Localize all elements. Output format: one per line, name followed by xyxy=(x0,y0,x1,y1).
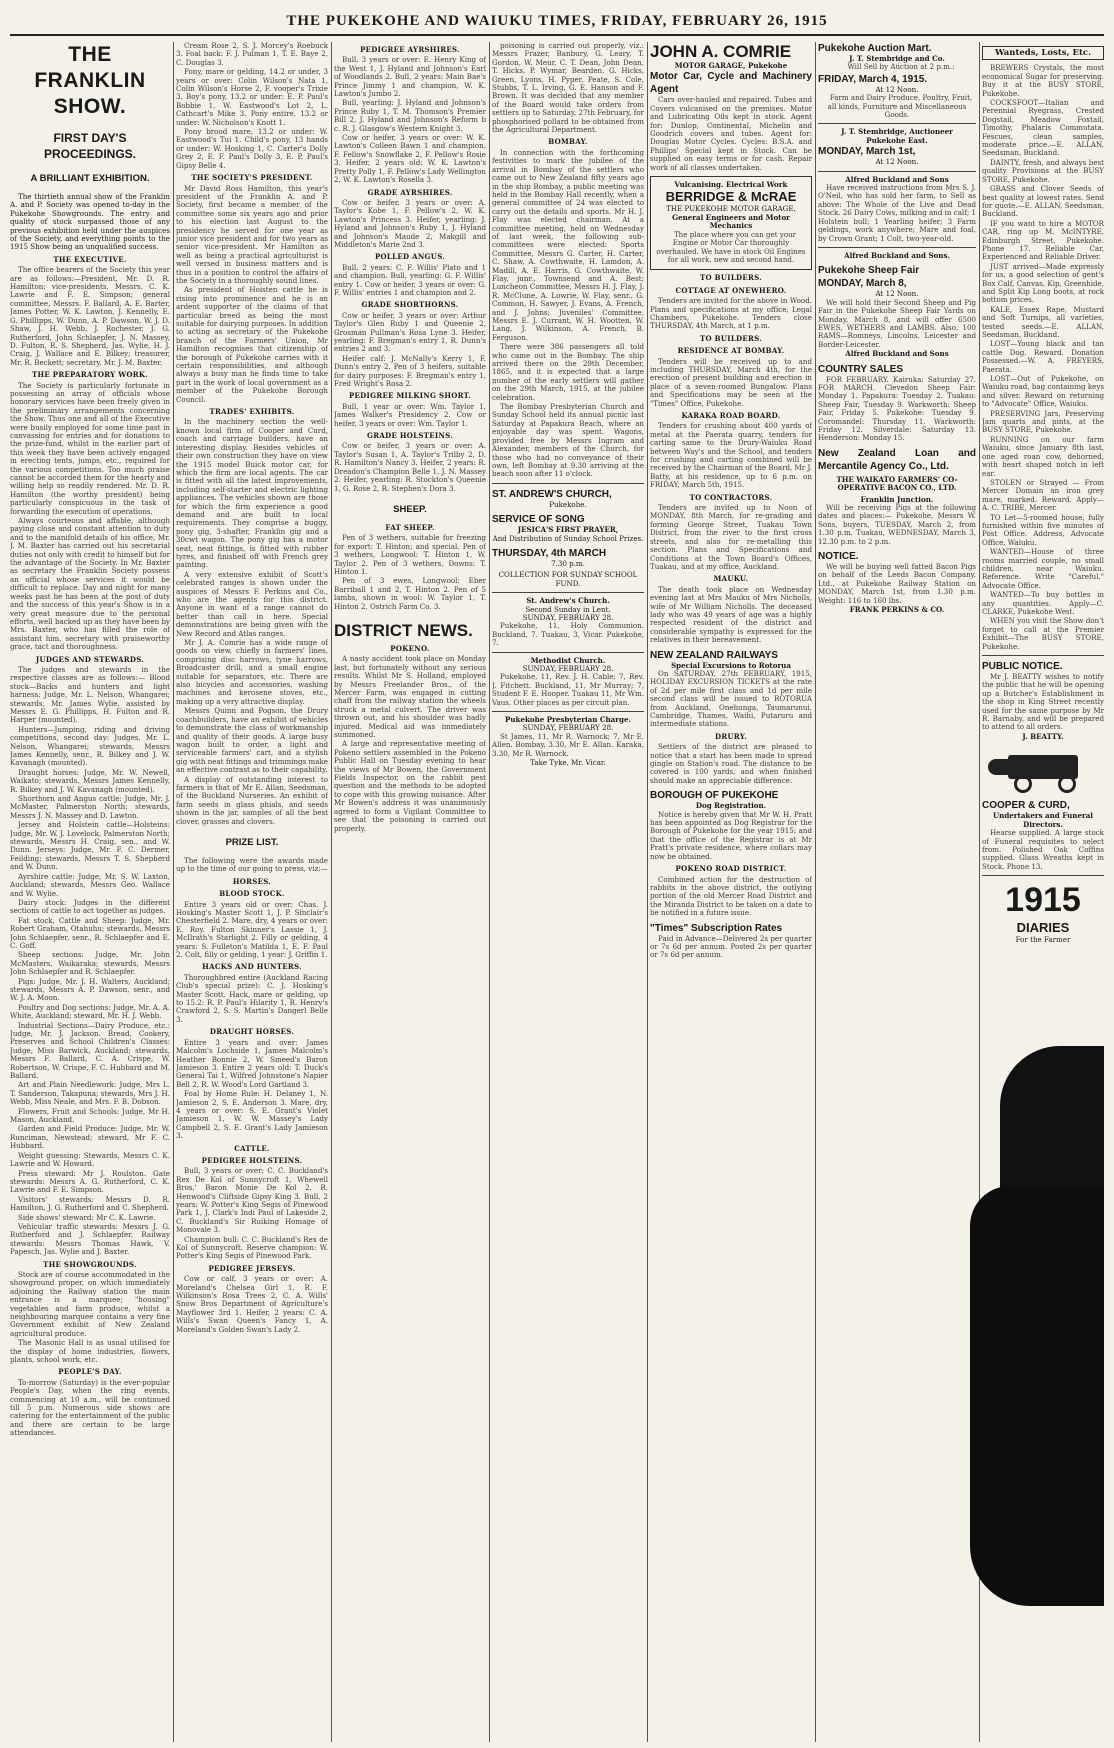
body-text: Sheep sections: Judge, Mr. John McMasters, Waikaraka; stewards, Messrs John Schlaepfer and R. Schlaepfer. xyxy=(10,950,170,977)
auction-mart-heading: Pukekohe Auction Mart. xyxy=(818,43,932,54)
waikato-farmers: THE WAIKATO FARMERS' CO-OPERATIVE BACON CO., LTD. xyxy=(836,474,958,493)
body-text: Tenders are invited for the above in Wood. Plans and specifications at my office, Legal Chambers, Pukekohe. Tenders close THURSDAY, 4th March, at 1 p.m. xyxy=(650,296,812,331)
body-text: COCKSFOOT—Italian and Perennial Ryegrass, Crested Dogstail, Meadow Foxtail, Timothy, Phalaris Commutata. Fescues, clean samples, moderate price.—E. ALLAN, Seedsman, Buckland. xyxy=(982,98,1104,158)
body-text: Cars over-hauled and repaired. Tubes and Covers vulcanised on the premises. Motor and Lubricating Oils kept in stock. Agent for: Dunlop, Continental, Michelin and Goodrich covers and tubes. Agent for: Douglas Motor Cycles. Cycles: B.S.A. and Phillips' Special kept in Stock. Can be supplied on easy terms or for cash. Repair work of all classes undertaken. xyxy=(650,95,812,172)
body-text: Tenders for crushing about 400 yards of metal at the Paerata quarry, tenders for carting same to the Drury-Waiuku Road between Way's and the School, and tenders for crushing and carting combined will be received by the Chairman of the Board, Mr J. Batty, at his residence, up to 6 p.m. on FRIDAY, March 5th, 1915. xyxy=(650,421,812,490)
body-text: WANTED—To buy bottles in any quantities. Apply—C. CLARKE, Pukekohe West. xyxy=(982,590,1104,616)
body-text: LOST—Young black and tan cattle Dog. Reward. Donation Possessed.—W. A. FREYERS, Paerata. xyxy=(982,339,1104,374)
collection-note: COLLECTION FOR SUNDAY SCHOOL FUND. xyxy=(498,570,638,588)
column-franklin-show xyxy=(10,42,170,1742)
body-text: Settlers of the district are pleased to notice that a start has been made to spread gingle on Station's road. The distance to be covered is 100 yards, and when finished should make an appreciable difference. xyxy=(650,742,812,785)
body-text: Tenders will be received up to and including THURSDAY, March 4th, for the erection of present building and erection in place of a seven-roomed Bungalow. Plans and Specifications may be seen at the "Times" Office, Pukekohe. xyxy=(650,356,812,408)
frank-perkins: FRANK PERKINS & CO. xyxy=(849,605,945,615)
body-text: The following were the awards made up to the time of our going to press, viz:— xyxy=(176,855,328,874)
contractors-heading: TO CONTRACTORS. xyxy=(689,492,773,502)
beatty-signoff: J. BEATTY. xyxy=(1022,731,1064,741)
body-text: Cow or calf, 3 years or over: A. Moreland's Chelsea Girl 1, R. F. Wilkinson's Rosa Trees 2, C. A. Wills' Snow Bros Department of Agriculture's Mayflower 3rd 1. Heifer, 2 years: C. A. Wills's Swan Queen's Fancy 1, A. Moreland's Golden Swan's Lady 2. xyxy=(176,1274,328,1334)
buckland-sons-1: Alfred Buckland and Sons xyxy=(845,174,949,184)
body-text: Thoroughbred entire (Auckland Racing Club's special prize): C. J. Hosking's Master Scott. Hack, mare or gelding, up to 15.2: R. P. Paul's Hilarity 1, R. Henry's Crawford 2, S. S. Martin's Dangerl Belle 3. xyxy=(176,972,328,1024)
franklin-junction: Franklin Junction. xyxy=(860,494,934,504)
body-text: Pony brood mare, 13.2 or under: W. Eastwood's Tui 1. Child's pony, 13 hands or under: W. Hosking 1, C. Carter's Dolly Grey 2, E. F. Paul's Dolly 3, E. P. Paul's Gipsy Belle 4. xyxy=(176,127,328,170)
section-bombay: BOMBAY. xyxy=(548,137,588,147)
section-grade-shorthorns: GRADE SHORTHORNS. xyxy=(361,300,459,310)
body-text: Cow or heifer, 3 years or over: Arthur Taylor's Glen Ruby 1 and Queenie 2, Grosman Pullman's Rosa Lyne 3. Heifer, yearling: F. Bregman's entry 1, R. Dunn's entries 2 and 3. xyxy=(334,310,486,354)
subscription-heading: "Times" Subscription Rates xyxy=(650,922,783,934)
borough-heading: BOROUGH OF PUKEKOHE xyxy=(650,790,779,802)
berridge-sub2: General Engineers and Motor Mechanics xyxy=(672,212,790,231)
builders-sub-2: RESIDENCE AT BOMBAY. xyxy=(677,346,785,356)
berridge-sub: THE PUKEKOHE MOTOR GARAGE, xyxy=(666,204,796,214)
body-text: Will Sell by Auction at 2 p.m.: xyxy=(847,62,955,72)
diaries-sub: For the Farmer xyxy=(1015,935,1071,945)
body-text: Champion bull: C. C. Buckland's Rex de Kol of Sunnycroft. Reserve champion: W. Potter's King Segis of Pinewood Park. xyxy=(176,1234,328,1261)
body-text: IF you want to hire a MOTOR CAR, ring up M. McINTYRE, Edinburgh Street, Pukekohe. Phone 17. Reliable Car, Experienced and Reliable Driver. xyxy=(982,218,1104,262)
comrie-name: JOHN A. COMRIE xyxy=(650,42,792,61)
body-text: Pen of 3 wethers, suitable for freezing for export: T. Hinton; and special. Pen of 3 wethers, Longwool: T. Hinton 1, W. Taylor 2. Pen of 3 wethers, Downs: T. Hinton 1. xyxy=(334,533,486,576)
east-place: Pukekohe East. xyxy=(866,135,928,145)
body-text: Mr J. BEATTY wishes to notify the public that he will be opening up a Butcher's Establishment in the shop in King Street recently used for the same purpose by Mr R. Barnaby, and will be prepared to attend to all orders. xyxy=(982,672,1104,732)
st-andrews-place: Pukekohe. xyxy=(549,499,587,509)
comrie-sub: MOTOR GARAGE, Pukekohe xyxy=(674,61,788,70)
body-text: Cream Rose 2, S. J. Morcey's Roebuck 3. Foal back: F. J. Pulman 1, T. E. Baye 2, C. Douglas 3. xyxy=(176,42,328,67)
section-trades: TRADES' EXHIBITS. xyxy=(209,407,295,417)
public-notice-heading: PUBLIC NOTICE. xyxy=(982,661,1063,673)
body-text: Press steward: Mr J. Roulston. Gate stewards: Messrs A. G. Rutherford, C. K. Lawrie and F. E. Simpson. xyxy=(10,1168,170,1195)
body-text: Fat stock, Cattle and Sheep: Judge, Mr. Robert Graham, Otahuhu; stewards, Messrs John Schlaepfer, senr., R. Schlaepfer and E. C. Goff. xyxy=(10,915,170,950)
column-district xyxy=(492,42,644,1742)
body-text: Notice is hereby given that Mr W. H. Pratt has been appointed as Dog Registrar for the Borough of Pukekohe for the year 1915; and that the office of the Registrar is at Mr Pratt's private residence, where collars may now be obtained. xyxy=(650,809,812,861)
body-text: The Society is particularly fortunate in possessing an array of officials whose honorary services have been freely given in the preliminary arrangements concerning the Show. Thus one and all of the Executive were busily employed for some time past in canvassing for entries and for donations to the prize-fund, whilst in the earlier part of this week they have been actively engaged in erecting tents, jumps, etc., required for the various competitions. Too much praise cannot be accorded them for the hearty and willing help so readily rendered. Mr. D. R. Hamilton (the worthy president) being particularly conspicuous in the task of forwarding the execution of operations. xyxy=(10,380,170,516)
mauku-heading: MAUKU. xyxy=(713,574,749,584)
body-text: We will be buying well fatted Bacon Pigs on behalf of the Leeds Bacon Company, Ltd., at Pukekohe Railway Station on MONDAY, March 1st, from 1.30 p.m. Weight: 116 to 160 lbs. xyxy=(818,562,976,605)
body-text: To-morrow (Saturday) is the ever-popular People's Day, when the ring events, commencing at 10 a.m., will be continued till 5 p.m. Numerous side shows are catering for the entertainment of the public and there are certain to be large attendances. xyxy=(10,1377,170,1438)
section-milking-short: PEDIGREE MILKING SHORT. xyxy=(348,391,472,401)
body-text: On SATURDAY, 27th FEBRUARY, 1915, HOLIDAY EXCURSION TICKETS at the rate of 2d per mile first class and 1d per mile second class will be issued to ROTORUA from Auckland, Onehunga, Taumarunui, Cambridge, Thames, Waihi, Putaruru and intermediate stations. xyxy=(650,668,812,729)
country-sales-heading: COUNTRY SALES xyxy=(818,363,904,375)
masthead-title: THE PUKEKOHE AND WAIUKU TIMES, FRIDAY, FEBRUARY 26, 1915 xyxy=(286,13,828,29)
presbyterian-signoff: Take Tyke, Mr. Vicar. xyxy=(530,758,606,768)
body-text: Tenders are invited up to Noon of MONDAY, 8th March, for re-grading and forming George Street, Tuakau Town District, from the river to the first cross streets, and also for re-metalling this section. Plans and Specifications and Conditions at the Town Board's Offices, Tuakau, and at my office, Auckland. xyxy=(650,503,812,571)
sheep-fair-date: MONDAY, March 8, xyxy=(818,278,907,290)
st-andrews-title: ST. ANDREW'S CHURCH, xyxy=(492,488,612,500)
builders-sub-1: COTTAGE AT ONEWHERO. xyxy=(675,285,787,295)
column-prize-list xyxy=(176,42,328,1742)
section-sheep: SHEEP. xyxy=(393,503,427,515)
body-text: Side shows' steward: Mr C. K. Lawrie. xyxy=(18,1212,156,1222)
body-text: RUNNING on our farm Waiuku, since January 8th last, one aged roan cow, dehorned, with heart shaped notch in left ear. xyxy=(982,434,1104,478)
body-text: The death took place on Wednesday evening last at Mrs Mauku of Mrs Nicholls, wife of Mr William Nicholls. The deceased lady who was 49 years of age was a highly respected resident of the district and considerable sympathy is expressed for the relatives in their bereavement. xyxy=(650,584,812,645)
body-text: FOR FEBRUARY. Kairuka: Saturday 27. FOR MARCH. Clevedon Sheep Fair: Monday 1. Papakura: Tuesday 2. Tuakau: Sheep Fair, Tuesday 9. Warkworth: Sheep Fair, Friday 5. Pukekohe: Tuesday 9. Coromandel: Thursday 11. Warkworth: Friday 12. Silverdale: Saturday 13. Henderson: Monday 15. xyxy=(818,374,976,443)
column-rule xyxy=(173,42,174,1742)
body-text: St James, 11, Mr R. Warnock; 7, Mr E. Allen. Bombay, 3.30, Mr E. Allan. Karaka, 3.30, Mr R. Warnock. xyxy=(492,731,644,758)
body-text: Pony, mare or gelding, 14.2 or under, 3 years or over: Colin Wilson's Nata 1, Colin Wilson's Horse 2, F. vooper's Trixie 3. Boy's pony, 13.2 or under: E. P. Paul's Bobbie 1, W. Eastwood's Lot 2, L. Cathcart's Mike 3. Pony entire, 13.2 or under: W. Nicholson's Knott 1. xyxy=(176,67,328,127)
body-text: The place where you can get your Engine or Motor Car thoroughly overhauled. We have in stock Oil Engines for all work, new and second hand. xyxy=(656,229,806,264)
body-text: STOLEN or Strayed — From Mercer Domain an iron grey mare, marked. Reward. Apply—A. C. TRIBE, Mercer. xyxy=(982,477,1104,513)
body-text: GRASS and Clover Seeds of best quality at lowest rates. Send for quote.—E. ALLAN, Seedsman, Buckland. xyxy=(982,184,1104,219)
newspaper-page xyxy=(10,6,1104,1742)
service-date: THURSDAY, 4th MARCH xyxy=(492,547,607,559)
wanteds-heading: Wanteds, Losts, Etc. xyxy=(994,48,1092,58)
torn-page-damage xyxy=(970,1186,1104,1606)
body-text: Jersey and Holstein cattle—Holsteins: Judge, Mr. W. J. Lovelock, Palmerston North; stewards, Messrs H. Craig, sen., and W. Dunn. Jerseys: Judge, Mr. F. C. Dermer, Feilding; stewards, Messrs T. S. Shepherd and W. Dunn. xyxy=(10,820,170,872)
builders-heading-1: TO BUILDERS. xyxy=(699,273,763,283)
pokeno-road-heading: POKENO ROAD DISTRICT. xyxy=(675,864,787,874)
body-text: Always courteous and affable, although paying close and constant attention to duty and to the manifold details of his office, Mr. J. M. Baxter has carried out his secretarial duties not only with credit to himself but for the advantage of the Society. In Mr. Baxter as secretary the Franklin Society possess an official whose services it would be difficult to replace. Day and night for many weeks past he has been at the post of duty and the success of this year's Show is in a very great measure due to the personal efforts, well backed up as they have been by Mrs. Baxter, who has filled the role of assistant him, secretary with praiseworthy grace, tact and thoroughness. xyxy=(10,516,170,652)
body-text: In connection with the forthcoming festivities to mark the jubilee of the arrival in Bombay of the settlers who came out to New Zealand fifty years ago in the ship Bombay, a public meeting was held in the Bombay Hall recently, when a general committee of 24 was elected to carry out the details and sports. Mr H. J. Flay was elected chairman. At a committee meeting, held on Wednesday of last week, the following sub-committees were elected: Sports Committee, Messrs G. Carter, H. Carter, C. Shaw, A. Cowthwaite, H. Lamdon, A. Madill, A. E. Harris, G. Cowthwaite, W. Flay, junr., Townsend and A. Best; Luncheon Committee, Messrs H. J. Flay, J. R. McClune, A. Lowrie, W. Flay, senr., G. Common, H. Sawyer, J. Evans, A. French, and J. Johns; Juveniles' Committee, Messrs E. J. Currant, W. H. Wootten, W. Lang, J. Wilkinson, A. French, B. Ferguson. xyxy=(492,147,644,342)
body-text: Entire 3 years and over: James Malcolm's Lochside 1, James Malcolm's Heather Bonnie 2, W. Smeed's Baron Jamieson 3. Entire 2 years old: T. Duck's General Tai 1, Wilfred Johnstone's Napier Bell 2, R. W. Wood's Lord Gartland 3. xyxy=(176,1037,328,1089)
body-text: The Masonic Hall is as usual utilised for the display of home industries, flowers, plants, school work, etc. xyxy=(10,1338,170,1365)
service-title: JESICA'S FIRST PRAYER, xyxy=(517,525,619,535)
body-text: WANTED—House of three rooms married couple, no small children, near Waiuku. Reference. Write "Careful," Advocate Office. xyxy=(982,547,1104,590)
body-text: Weight guessing: Stewards, Messrs C. K. Lawrie and W. Howard. xyxy=(10,1150,170,1169)
body-text: Foal by Home Rule: H. Delaney 1, N. Jamieson 2, S. E. Anderson 3. Mare, dry, 4 years or over: S. E. Grant's Violet Jamieson 1, W. W. Massey's Lady Campbell 2, S. E. Grant's Lady Jamieson 3. xyxy=(176,1089,328,1141)
nzr-heading: NEW ZEALAND RAILWAYS xyxy=(650,649,778,661)
buckland-sons-3: Alfred Buckland and Sons xyxy=(845,349,949,359)
body-text: TO Let—5-roomed house, fully furnished within five minutes of Post Office. Address, Advocate Office, Waiuku. xyxy=(982,512,1104,547)
wanteds-box xyxy=(982,46,1104,60)
section-pedigree-holsteins: PEDIGREE HOLSTEINS. xyxy=(201,1155,303,1165)
column-advertisements xyxy=(650,42,812,1742)
sheep-fair-heading: Pukekohe Sheep Fair xyxy=(818,265,920,277)
body-text: Mr J. A. Comrie has a wide range of goods on view, chiefly in farmers' lines, comprising disc harrows, tyne harrows, Broadcaster drill, and a small engine suitable for separators, etc. There are also bicycles and accessories, washing machines and kerosene stoves, etc., making up a very attractive display. xyxy=(176,638,328,706)
body-text: A display of outstanding interest to farmers is that of Mr E. Allan, Seedsman, of the Buckland Nurseries. An exhibit of farm seeds in glass phials, and seeds shown in the jar, samples of all the best clover, grasses and clovers. xyxy=(176,774,328,826)
intro-paragraph: The thirtieth annual show of the Franklin A. and P. Society was opened to-day in the Pukekohe Showgrounds. The entry and quality of stock surpassed those of any previous exhibition held under the auspices of the Society, and everything points to the 1915 Show being an unqualified success. xyxy=(10,192,170,252)
body-text: Hunters—Jumping, riding and driving competitions, second day: Judges, Mr. L. Nelson, Whangarei; stewards, Messrs James Kennelly, senr., R. Bilkey and J. W. Kavanagh (mounted). xyxy=(10,724,170,768)
section-draught: DRAUGHT HORSES. xyxy=(209,1027,295,1037)
body-text: Paid in Advance—Delivered 2s per quarter or 7s 6d per annum. Posted 2s per quarter or 7s 6d per annum. xyxy=(650,933,812,960)
comrie-head: Motor Car, Cycle and Machinery Agent xyxy=(650,71,812,96)
body-text: Have received instructions from Mrs S. J. O'Neil, who has sold her farm, to Sell as above: The Whole of the Live and Dead Stock. 26 Dairy Cows, milking and in calf; 1 Holstein bull; 1 Yearling heifer; 3 Farm geldings, work anywhere; Mare and foal, by Crown Grant; 1 Colt, two-year-old. xyxy=(818,183,976,243)
body-text: Will be receiving Pigs at the following dates and places:— Pukekohe, Messrs W. Sons, buyers, TUESDAY, March 2, from 1.30 p.m. Tuakau, WEDNESDAY, March 3, 12.30 p.m. to 2 p.m. xyxy=(818,503,976,546)
subhead-first-day: FIRST DAY'S PROCEEDINGS. xyxy=(43,131,136,161)
body-text: Shorthorn and Angus cattle: Judge, Mr. J. McMaster, Palmerston North; stewards, Messrs J. N. Massey and D. Lawton. xyxy=(10,794,170,820)
body-text: Combined action for the destruction of rabbits in the above district, the outlying portion of the old Mercer Road District and the Miranda District to be taken on a date to be notified in a future issue. xyxy=(650,874,812,918)
section-pokeno: POKENO. xyxy=(390,643,430,653)
district-news-heading: DISTRICT NEWS. xyxy=(334,620,473,640)
section-pedigree-jerseys: PEDIGREE JERSEYS. xyxy=(208,1263,296,1273)
masthead xyxy=(10,6,1104,36)
body-text: KALE, Essex Rape, Mustard and Soft Turnips, all varieties, tested seeds.—E. ALLAN, Seedsman, Buckland. xyxy=(982,304,1104,339)
section-showgrounds: THE SHOWGROUNDS. xyxy=(43,1259,137,1269)
body-text: The Bombay Presbyterian Church and Sunday School held its annual picnic last Saturday at Papakura Beach, where an enjoyable day was spent. Wagons, provided free by Messrs Ingram and Alexander, members of the Church, for those who had no conveyance of their own, left Bombay at 9.30 arriving at the beach soon after 11 o'clock. xyxy=(492,402,644,479)
notice-heading: NOTICE. xyxy=(818,551,859,563)
drury-heading: DRURY. xyxy=(715,731,747,741)
body-text: Pen of 3 ewes, Longwool: Eber Barriball 1 and 2, T. Hinton 2. Pen of 5 lambs, shown in wool: W. Taylor 1, T. Hinton 2, Ostrich Farm Co. 3. xyxy=(334,576,486,611)
section-prize-list: PRIZE LIST. xyxy=(225,836,279,848)
section-president: THE SOCIETY'S PRESIDENT. xyxy=(191,173,313,183)
body-text: DAINTY, fresh, and always best quality Provisions at the BUSY STORE, Pukekohe. xyxy=(982,157,1104,184)
section-cattle: CATTLE. xyxy=(234,1143,270,1153)
body-text: Mr David Ross Hamilton, this year's president of the Franklin A. and P. Society, first became a member of the committee some six years ago and prior to his election last August to the presidency he served for one year as junior vice president and for two years as senior vice-president. Mr Hamilton as well as being a practical agriculturist is well versed in business matters and is thus in a position to control the affairs of the Society in a thoroughly sound lines. xyxy=(176,183,328,285)
body-text: Stock are of course accommodated in the showground proper, on which immediately adjoining the Railway station the main entrance is a marquee; "housing" vegetables and farm produce, whilst a neighbouring marquee contains a very fine Government exhibit of New Zealand agricultural produce. xyxy=(10,1269,170,1338)
body-text: WHEN you visit the Show don't forget to call at the Premier Exhibit—The BUSY STORE, Pukekohe. xyxy=(982,616,1104,651)
section-pedigree-ayrshires: PEDIGREE AYRSHIRES. xyxy=(360,45,460,54)
berridge-top: Vulcanising. Electrical Work xyxy=(674,180,788,190)
east-firm: J. T. Stembridge, Auctioneer xyxy=(841,127,953,137)
body-text: Cow or heifer, 3 years or over: A. Taylor's Kobe 1, F. Pellow's 2, W. K. Lawton's Princess 3. Heifer, yearling: J. Hyland and Johnson's Ruby 1, J. Hyland and Johnson's Maude 2, Makgill and Middleton's Marie 2nd 3. xyxy=(334,197,486,249)
section-horses: HORSES. xyxy=(232,876,272,886)
body-text: JUST arrived—Made expressly for us, a good selection of gent's Box Calf, Canvas, Kip, Greenhide, and Split Kip Long boots, at rock bottom prices. xyxy=(982,261,1104,305)
body-text: Garden and Field Produce: Judge, Mr. W. Runciman, Newstead; steward, Mr F. C. Hubbard. xyxy=(10,1124,170,1151)
column-rule xyxy=(331,42,332,1742)
body-text: Pigs: Judge, Mr. J. H. Walters, Auckland; stewards, Messrs A. P. Dawson, senr., and W. J. A. Moon. xyxy=(10,976,170,1003)
body-text: poisoning is carried out properly, viz.: Messrs Frazer, Banbury, G. Leary, T. Gordon, W. Meur, C. T. Dean, John Dean, T. Hicks, P. Wymar, Bearden, G. Hicks, Green, Lyons, H. Pyper, Peate, S. Cole, Stubbs, T. L. Irving, G. E. Hanson and F. Brown. It was decided that any member of the Board would take orders from settlers up to Saturday, 27th February, for phosphorised pollard to be obtained from the Agricultural Department. xyxy=(492,42,644,135)
section-preparatory: THE PREPARATORY WORK. xyxy=(31,370,148,380)
nzr-sub: Special Excursions to Rotorua xyxy=(671,660,791,670)
section-executive: THE EXECUTIVE. xyxy=(53,254,127,264)
borough-sub: Dog Registration. xyxy=(695,801,767,811)
body-text: The judges and stewards in the respective classes are as follows:— Blood stock—Backs and hunters and light harness: Judge, Mr. L. Nelson, Whangarei; stewards, Mr. James Wylie, assisted by Messrs E. G. Phillipps, H. Fulton and R. Harper (mounted). xyxy=(10,664,170,725)
hearse-illustration xyxy=(988,745,1098,795)
column-auctions xyxy=(818,42,976,1742)
body-text: Industrial Sections—Dairy Produce, etc.: Judge, Mr. J. Jackson. Bread, Cookery, Preserves and School Children's Classes: Judge, Miss Barwick, Auckland; stewards, Messrs F. Ballard, C. A. Crispe, W. Robertson, W. Crispe, F. C. Hubbard and M. Ballard. xyxy=(10,1020,170,1081)
headline-franklin-show: THE FRANKLIN SHOW. xyxy=(34,43,146,118)
body-text: Hearse supplied. A large stock of Funeral requisites to select from. Polished Oak Coffins supplied. Glass Wreaths kept in Stock. Phone 13. xyxy=(982,828,1104,871)
body-text: PRESERVING Jars, Preserving Jam quarts and pints, at the BUSY STORE, Pukekohe. xyxy=(982,408,1104,435)
body-text: BREWERS Crystals, the most economical Sugar for preserving. Buy it at the BUSY STORE, Pukekohe. xyxy=(982,63,1104,98)
presbyterian-charge: Pukekohe Presbyterian Charge. xyxy=(505,715,631,725)
st-andrews-church: St. Andrew's Church. xyxy=(526,596,610,606)
body-text: Cow or heifer, 3 years or over: W. K. Lawton's Colleen Bawn 1 and champion, F. Fellow's Snowflake 2, F. Pellow's Rosie 3. Heifer, 2 years old: W. K. Lawton's Pretty Polly 1, F. Pellow's Lady Wellington 2, W. K. Lawton's Rosella 3. xyxy=(334,133,486,185)
body-text: Cow or heifer, 3 years or over: A. Taylor's Susan 1, A. Taylor's Trilby 2, D. R. Hamilton's Nancy 3. Heifer, 2 years: R. Dreadon's Champion Belle 1, J. N. Massey 2. Heifer, yearling: R. Stockton's Queenie 1, G. Rose 2, R. Stephen's Dora 3. xyxy=(334,441,486,493)
section-judges: JUDGES AND STEWARDS. xyxy=(35,654,145,664)
body-text: Bull, 1 year or over: Wm. Taylor 1, James Walker's Presidency 2. Cow or heifer, 3 years or over: Wm. Taylor 1. xyxy=(334,401,486,428)
diaries-title: DIARIES xyxy=(1016,920,1070,936)
column-rule xyxy=(647,42,648,1742)
body-text: A nasty accident took place on Monday last, but fortunately without any serious results. Whilst Mr S. Holland, employed by Messrs Freelander Bros., of the Mercer Farm, was engaged in cutting chaff from the railway station the wheels struck a metal culvert. The driver was thrown out, and his shoulder was badly injured. Medical aid was immediately summoned. xyxy=(334,654,486,740)
body-text: In the machinery section the well-known local firm of Cooper and Curd, coach and carriage builders, have an interesting display. Besides vehicles of their own construction they have on view the 1915 model Buick motor car, for which the firm are local agents. The car is fitted with all the latest improvements, including self-starter and electric lighting appliances. The vehicles shown are those for which the firm experience a good demand and are built to local requirements. They comprise a buggy, pony gig, 3-shafter, Franklin gig and a 30cwt wagon. The pony gig has a motor seat, neat fittings, is fitted with rubber tyres, and finished off with French grey painting. xyxy=(176,417,328,570)
body-text: Messrs Quinn and Pogson, the Drury coachbuilders, have an exhibit of vehicles to demonstrate the class of workmanship and quality of their goods. A large busy wagon built to order, a light and serviceable farmers' cart, and a stylish gig with neat fittings and trimmings make an effective contrast as to their capability. xyxy=(176,706,328,775)
body-text: Poultry and Dog sections: Judge, Mr. A. A. White, Auckland; steward, Mr. H. J. Webb. xyxy=(10,1002,170,1021)
subhead-brilliant: A BRILLIANT EXHIBITION. xyxy=(30,173,150,184)
service-sub: And Distribution of Sunday School Prizes. xyxy=(492,533,644,543)
body-text: A large and representative meeting of Pokeno settlers assembled in the Pokeno Public Hall on Tuesday evening to hear the views of Mr Bowen, the Government Fields Inspector, on the rabbit pest question and the methods to be adopted to cope with this growing nuisance. After Mr Bowen's address it was unanimously agreed to form a Vigilant Committee to see that the poisoning is carried out properly. xyxy=(334,739,486,833)
berridge-name: BERRIDGE & McRAE xyxy=(665,189,797,205)
body-text: Bull, yearling: J. Hyland and Johnson's Prince Ruby 1, T. M. Thomson's Premier Bill 2, J. Hyland and Johnson's Reform b c. R. J. Glasgow's Western Knight 3. xyxy=(334,98,486,133)
methodist-date: SUNDAY, FEBRUARY 28. xyxy=(522,664,614,673)
lent-date: SUNDAY, FEBRUARY 28. xyxy=(522,612,614,622)
body-text: Bull, 2 years: C. F. Willis' Plato and 1 and champion. Bull, yearling: G. F. Willis' entry 1. Cow or heifer, 3 years or over: G. F. Willis' entries 1 and champion and 2. xyxy=(334,262,486,297)
body-text: Pukekohe, 11, Rev. J. H. Cable; 7, Rev. J. Fitchett. Buckland, 11, Mr Murray; 7, Student F. E. Hooper. Tuakau 11, Mr Wm. Vaus. Other places as per circuit plan. xyxy=(492,672,644,707)
section-grade-holsteins: GRADE HOLSTEINS. xyxy=(366,431,454,441)
presbyterian-date: SUNDAY, FEBRUARY 28. xyxy=(522,723,614,733)
column-livestock-results xyxy=(334,42,486,1742)
builders-heading-2: TO BUILDERS. xyxy=(699,333,763,343)
service-time: 7.30 p.m. xyxy=(551,558,585,568)
body-text: Visitors' stewards: Messrs D. R. Hamilton, J. G. Rutherford and C. Shepherd. xyxy=(10,1194,170,1213)
methodist-church: Methodist Church. xyxy=(530,655,606,665)
section-hacks: HACKS AND HUNTERS. xyxy=(202,962,302,972)
body-text: Ayrshire cattle: Judge, Mr. S. W. Laxton, Auckland; stewards, Messrs Geo. Wallace and W. Wylie. xyxy=(10,871,170,898)
year-1915: 1915 xyxy=(1005,881,1081,920)
body-text: Vehicular traffic stewards: Messrs J. G. Rutherford and J. Schlaepfer. Railway stewards: Messrs Thomas Hawk, V. Papesch, Jas. Wylie and J. Baxter. xyxy=(10,1221,170,1257)
cooper-curd-sub: Undertakers and Funeral Directors. xyxy=(992,811,1093,829)
body-text: Art and Plain Needlework: Judge, Mrs L. T. Sanderson, Takapuna; stewards, Mrs J. H. Webb, Miss Neale, and Mrs. F. B. Dobson. xyxy=(10,1080,170,1107)
body-text: Flowers, Fruit and Schools: Judge, Mr H. Mason, Auckland. xyxy=(10,1106,170,1125)
column-rule xyxy=(489,42,490,1742)
auction-firm: J. T. Stembridge and Co. xyxy=(849,54,945,63)
body-text: The office bearers of the Society this year are as follows:—President, Mr. D. R. Hamilton; vice-presidents, Messrs. C. K. Lawrie and F. E. Simpson; general committee, Messrs. F. Ballard, A. E. Barter, James Potter, W. K. Lawton, J. Kennelly, E. G. Phillipps, W. Dunn, A. P. Dawson, W. J. D. Shaw, J. H. Webb, J. Rochester, J. G. Rutherford, John Schlaepfer, J. N. Massey, D. Fulton, R. S. Shepherd, Jas. Wylie, H. J. Craig, J. Wallace and E. Bilkey; treasurer, Mr. R. Beckett; secretary, Mr. J. M. Baxter. xyxy=(10,265,170,367)
body-text: Heifer calf: J. McNally's Kerry 1, F. Dunn's entry 2. Pen of 3 heifers, suitable for dairy purposes: F. Bregman's entry 1, Fred Wright's Rosa 2. xyxy=(334,353,486,389)
section-grade-ayrshires: GRADE AYRSHIRES. xyxy=(367,187,453,197)
body-text: Pukekohe, 11, Holy Communion. Buckland, 7. Tuakau, 3, Vicar. Pukekohe, 7. xyxy=(492,621,644,648)
east-date: MONDAY, March 1st, xyxy=(818,146,916,158)
service-of-song: SERVICE OF SONG xyxy=(492,514,585,526)
body-text: Farm and Dairy Produce, Poultry, Fruit, all kinds, Furniture and Miscellaneous Goods. xyxy=(827,93,973,120)
body-text: We will hold their Second Sheep and Pig Fair in the Pukekohe Sheep Fair Yards on Monday, March 8, and will offer 6500 EWES, WETHERS and LAMBS. Also, 100 RAMS—Romneys, Lincolns, Leicester and Border-Leicester. xyxy=(818,297,976,349)
auction-date: FRIDAY, March 4, 1915. xyxy=(818,73,928,85)
body-text: As president of Hoisten cattle he is rising into prominence and he is an ardent supporter of the claims of that particular breed as being the most suitable for dairying purposes. In addition to acting as secretary of the Pukekohe branch of the Farmers' Union, Mr Hamilton recognises that citizenship of the borough of Pukekohe carries with it certain responsibilities, and although always a busy man he finds time to take part in the work of local government as a member of the Pukekohe Borough Council. xyxy=(176,285,328,404)
body-text: Bull, 3 years or over: C. C. Buckland's Rex De Kol of Sunnycroft 1, Whewell Bros.' Baron Monie De Kol 2. R. Henwood's Cliftside Gipsy King 3. Bull, 2 years: W. Potter's King Segis of Pinewood Park 1, J. Clark's Indi Paul of Lakeside 2, C. Buckland's Sir Ruiking Homage of Monovale 3. xyxy=(176,1166,328,1235)
cooper-curd-name: COOPER & CURD, xyxy=(982,800,1070,812)
body-text: There were 386 passengers all told who came out in the Bombay. The ship arrived there on the 29th December, 1865, and it is expected that a large number of the early settlers will gather on the 29th March, 1915, at the jubilee celebration. xyxy=(492,342,644,402)
column-rule xyxy=(815,42,816,1742)
body-text: Bull, 3 years or over: E. Henry King of the West 1, J. Hyland and Johnson's Earl of Woodlands 2. Bull, 2 years: Main Bae's Prince Jimmy 1 and champion, W. K. Lawton's Jumbo 2. xyxy=(334,55,486,99)
east-time: At 12 Noon. xyxy=(875,157,919,167)
lent-service: Second Sunday in Lent. xyxy=(525,604,611,614)
nz-loan-heading: New Zealand Loan and Mercantile Agency Co., Ltd. xyxy=(818,447,976,472)
torn-page-corner xyxy=(1000,1046,1104,1206)
karaka-heading: KARAKA ROAD BOARD. xyxy=(681,411,781,420)
buckland-sons-2: Alfred Buckland and Sons. xyxy=(844,250,950,260)
sheep-fair-time: At 12 Noon. xyxy=(875,289,919,299)
body-text: Entire 3 years old or over: Chas. J. Hosking's Master Scott 1, J. P. Sinclair's Chesterfield 2. Mare, dry, 4 years or over: E. Roy. Fulton Skinner's Lassie 1, J. McIlrath's Starlight 2. Filly or gelding, 4 years: S. Fulleton's Matilda 1, E. F. Paul 2. Colt, filly or gelding, 1 year: J. Griffin 1. xyxy=(176,899,328,960)
auction-time: At 12 Noon. xyxy=(875,84,919,94)
section-fat-sheep: FAT SHEEP. xyxy=(385,522,435,532)
section-peoples-day: PEOPLE'S DAY. xyxy=(58,1367,122,1377)
section-blood-stock: BLOOD STOCK. xyxy=(219,889,285,899)
berridge-advert xyxy=(650,176,812,270)
section-polled-angus: POLLED ANGUS. xyxy=(374,252,446,262)
body-text: A very extensive exhibit of Scott's celebrated ranges is shown under the auspices of Messrs F. Perkins and Co., who are the agents for this district. Anyone in want of a range cannot do better than call in here. Special demonstrations are being given with the New Record and Atlas ranges. xyxy=(176,569,328,638)
body-text: Dairy stock: Judges in the different sections of cattle to act together as judges. xyxy=(10,897,170,916)
body-text: LOST—Out of Pukekohe, on Waiuku road, bag containing keys and silver. Reward on returning to "Advocate" Office, Waiuku. xyxy=(982,374,1104,409)
body-text: Draught horses: Judge, Mr. W. Newell, Waikato; stewards, Messrs James Kennelly, R. Bilkey and J. W. Kavanagh (mounted). xyxy=(10,767,170,794)
